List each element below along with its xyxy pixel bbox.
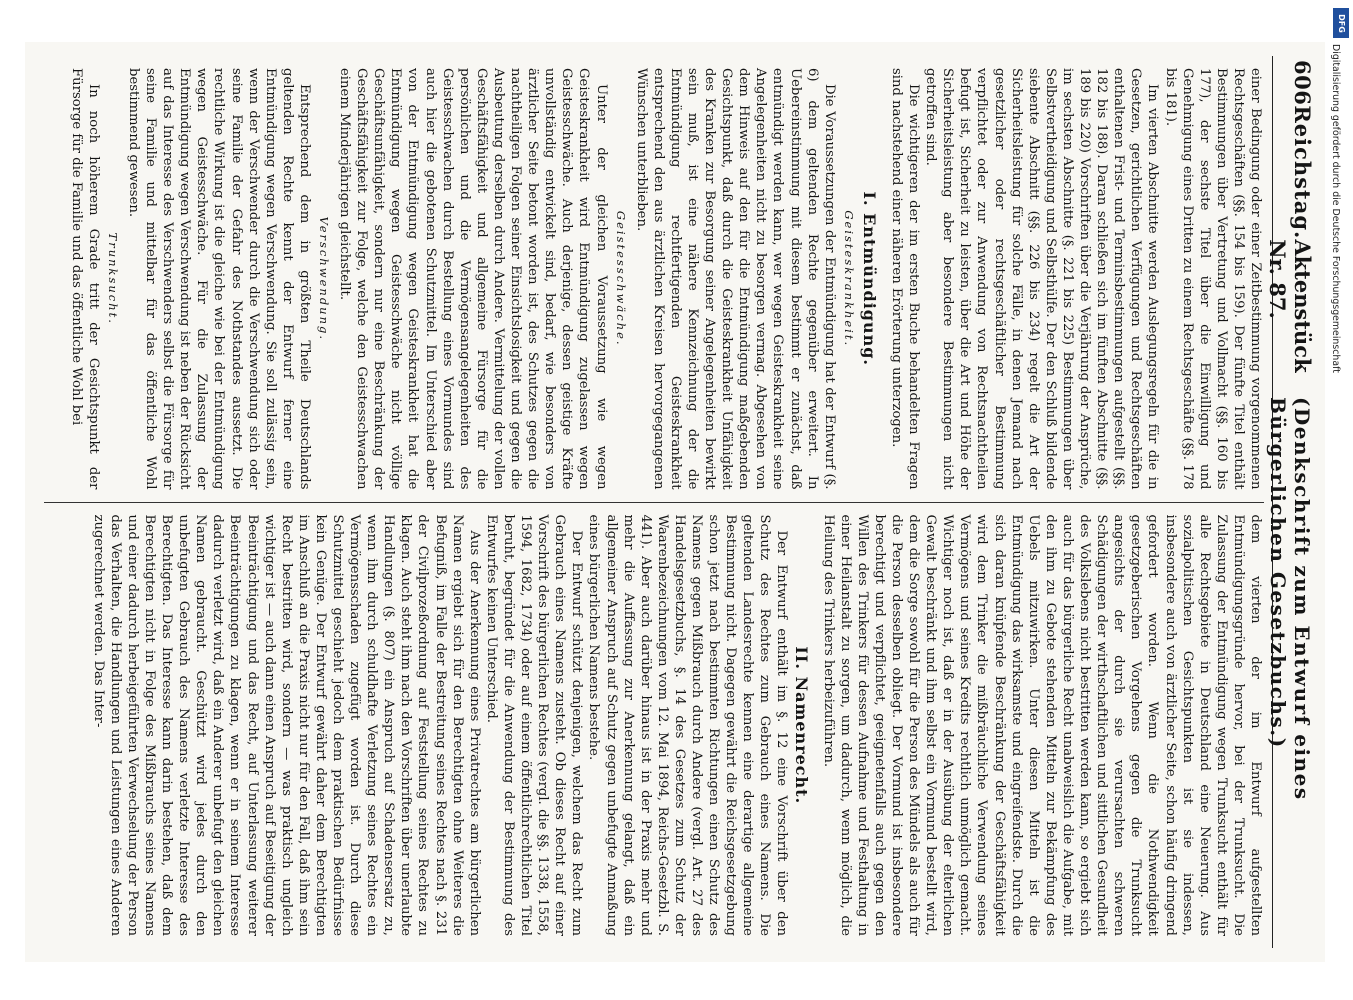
text-columns [44,56,1264,948]
section-heading: II. Namenrecht. [791,646,811,805]
section-heading: I. Entmündigung. [859,191,879,366]
header-aktenstueck: Aktenstück Nr. 87. [1265,239,1315,373]
subheading: Geisteskrankheit. [841,210,856,348]
paragraph: Der Entwurf schützt denjenigen, welchem das Recht zum Gebrauch eines Namens zusteht. Ob dieses Recht auf einer Vorschrift des bürgerlichen Rechtes (vergl. die §§. 1338, 1558, 1594, 1682, 1734) oder auf einem öffentlichrechtlichen Titel beruht, begründet für die Anwendung der Bestimmung des Entwurfes keinen Unterschied. [483,514,585,936]
paragraph: Aus der Anerkennung eines Privatrechtes am bürgerlichen Namen ergiebt sich für den Berechtigten ohne Weiteres die Befugniß, im Falle der Bestreitung seines Rechtes nach §. 231 der Civilprozeßordnung auf Feststellung seines Rechtes zu klagen. Auch steht ihm nach den Vorschriften über unerlaubte Handlungen (§. 807) ein Anspruch auf Schadensersatz zu, wenn ihm durch schuldhafte Verletzung seines Rechtes ein Vermögensschaden zugefügt worden ist. Durch diese Schutzmittel geschieht jedoch dem praktischen Bedürfnisse kein Genüge. Der Entwurf gewährt daher dem Berechtigten im Anschluß an die Praxis nicht nur für den Fall, daß ihm sein Recht bestritten wird, sondern — was praktisch ungleich wichtiger ist — auch dann einen Anspruch auf Beseitigung der Beeinträchtigung und das Recht, auf Unterlassung weiterer Beeinträchtigungen zu klagen, wenn er in seinem Interesse dadurch verletzt wird, daß ein Anderer unbefugt den gleichen Namen gebraucht. Geschützt wird jedes durch den unbefugten Gebrauch des Namens verletzte Interesse des Berechtigten. Das Interesse kann darin bestehen, daß dem Berechtigten nicht in Folge des Mißbrauchs seines Namens und einer dadurch herbeigeführten Verwechselung der Person das Verhalten, die Handlungen und Leistungen eines Anderen zugerechnet werden. Das Inter- [90,514,482,936]
paragraph: Unter der gleichen Voraussetzung wie wegen Geisteskrankheit wird Entmündigung zugelassen wegen Geistesschwäche. Auch derjenige, dessen geistige Kräfte unvollständig entwickelt sind, bedarf, wie besonders von ärztlicher Seite betont worden ist, des Schutzes gegen die nachtheiligen Folgen seiner Einsichtslosigkeit und gegen die Ausbeutung derselben durch Andere. Vermittelung der vollen Geschäftsfähigkeit und allgemeine Fürsorge für die persönlichen und die Vermögensangelegenheiten des Geistesschwachen durch Bestellung eines Vormundes sind auch hier die gebotenen Schutzmittel. Im Unterschied aber von der Entmündigung wegen Geisteskrankheit hat die Entmündigung wegen Geistesschwäche nicht völlige Geschäftsunfähigkeit, sondern nur eine Beschränkung der Geschäftsfähigkeit zur Folge, welche den Geistesschwachen einem Minderjährigen gleichstellt. [337,68,609,490]
column-right [44,502,1264,949]
dfg-logo: DFG [1333,8,1349,38]
digitization-note: Digitalisierung gefördert durch die Deutsche Forschungsgemeinschaft [1330,44,1341,373]
page-header [1265,56,1315,948]
paragraph: dem vierten der im Entwurf aufgestellten Entmündigungsgründe hervor, bei der Trunksucht. Die Zulassung der Entmündigung wegen Trunksucht enthält für alle Rechtsgebiete in Deutschland eine Neuerung. Aus sozialpolitischen Gesichtspunkten ist sie indessen, insbesondere auch von ärztlicher Seite, schon häufig dringend gefordert worden. Wenn die Nothwendigkeit gesetzgeberischen Vorgehens gegen die Trunksucht angesichts der durch sie verursachten schweren Schädigungen der wirthschaftlichen und sittlichen Gesundheit des Volkslebens nicht bestritten werden kann, so ergiebt sich auch für das bürgerliche Recht unabweislich die Aufgabe, mit den ihm zu Gebote stehenden Mitteln zur Bekämpfung des Uebels mitzuwirken. Unter diesen Mitteln ist die Entmündigung das wirksamste und eingreifendste. Durch die sich daran knüpfende Beschränkung der Geschäftsfähigkeit wird dem Trinker die mißbräuchliche Verwendung seines Vermögens und seines Kredits rechtlich unmöglich gemacht. Wichtiger noch ist, daß er in der Ausübung der elterlichen Gewalt beschränkt und ihm selbst ein Vormund bestellt wird, dem die Sorge sowohl für die Person des Mündels als auch für die Person desselben obliegt. Der Vormund ist insbesondere berechtigt und verpflichtet, geeignetenfalls auch gegen den Willen des Trinkers für dessen Aufnahme und Festhaltung in einer Heilanstalt zu sorgen, um dadurch, wenn möglich, die Heilung des Trinkers herbeizuführen. [820,514,1263,936]
paragraph: Der Entwurf enthält im §. 12 eine Vorschrift über den Schutz des Rechtes zum Gebrauch eines Namens. Die geltenden Landesrechte kennen eine derartige allgemeine Bestimmung nicht. Dagegen gewährt die Reichsgesetzgebung schon jetzt nach bestimmten Richtungen einen Schutz des Namens gegen Mißbrauch durch Andere (vergl. Art. 27 des Handelsgesetzbuchs, §. 14 des Gesetzes zum Schutz der Waarenbezeichnungen vom 12. Mai 1894, Reichs-Gesetzbl. S. 441). Aber auch darüber hinaus ist in der Praxis mehr und mehr die Auffassung zur Anerkennung gelangt, daß ein allgemeiner Anspruch auf Schutz gegen unbefugte Anmaßung eines bürgerlichen Namens bestehe. [586,514,790,936]
column-left [44,56,1264,502]
paragraph: Im vierten Abschnitte werden Auslegungsregeln für die in Gesetzen, gerichtlichen Verfügungen und Rechtsgeschäften enthaltenen Frist- und Terminsbestimmungen aufgestellt (§§. 182 bis 188). Daran schließen sich im fünften Abschnitte (§§. 189 bis 220) Vorschriften über die Verjährung der Ansprüche, im sechsten Abschnitte (§. 221 bis 225) Bestimmungen über Selbstvertheidigung und Selbsthülfe. Der den Schluß bildende siebente Abschnitt (§§. 226 bis 234) regelt die Art der Sicherheitsleistung für solche Fälle, in denen Jemand nach gesetzlicher oder rechtsgeschäftlicher Bestimmung verpflichtet oder zur Anwendung von Rechtsnachtheilen befugt ist, Sicherheit zu leisten, über die Art und Höhe der Sicherheitsleistung aber besondere Bestimmungen nicht getroffen sind. [923,68,1161,490]
subheading: Geistesschwäche. [613,210,628,347]
header-reichstag: Reichstag. [1290,105,1315,240]
page-number: 606 [1290,60,1315,106]
subheading: Trunksucht. [105,232,120,325]
subheading: Verschwendung. [317,216,332,342]
paragraph: Die Voraussetzungen der Entmündigung hat der Entwurf (§. 6) dem geltenden Rechte gegenüber erweitert. In Uebereinstimmung mit diesem bestimmt er zunächst, daß entmündigt werden kann, wer wegen Geisteskrankheit seine Angelegenheiten nicht zu besorgen vermag. Abgesehen von dem Hinweis auf den für die Entmündigung maßgebenden Gesichtspunkt, daß durch die Geisteskrankheit Unfähigkeit des Kranken zur Besorgung seiner Angelegenheiten bewirkt sein muß, ist eine nähere Kennzeichnung der die Entmündigung rechtfertigenden Geisteskrankheit entsprechend den aus ärztlichen Kreisen hervorgegangenen Wünschen unterblieben. [633,68,837,490]
header-denkschrift: (Denkschrift zum Entwurf eines Bürgerlichen Gesetzbuchs.) [1266,396,1314,801]
scanned-page [25,42,1325,962]
paragraph: einer Bedingung oder einer Zeitbestimmung vorgenommenen Rechtsgeschäften (§§. 154 bis 159). Der fünfte Titel enthält Bestimmungen über Vertretung und Vollmacht (§§. 160 bis 177), der sechste Titel über die Einwilligung und Genehmigung eines Dritten zu einem Rechtsgeschäfte (§§. 178 bis 181). [1162,68,1263,490]
paragraph: Entsprechend dem in größten Theile Deutschlands geltenden Rechte kennt der Entwurf ferner eine Entmündigung wegen Verschwendung. Sie soll zulässig sein, wenn der Verschwender durch die Verschwendung sich oder seine Familie der Gefahr des Nothstandes aussetzt. Die rechtliche Wirkung ist die gleiche wie bei der Entmündigung wegen Geistesschwäche. Für die Zulassung der Entmündigung wegen Verschwendung ist neben der Rücksicht auf das Interesse des Verschwenders selbst die Fürsorge für seine Familie und mittelbar für das öffentliche Wohl bestimmend gewesen. [126,68,312,490]
paragraph: In noch höherem Grade tritt der Gesichtspunkt der Fürsorge für die Familie und das öffentliche Wohl bei [68,68,101,490]
paragraph: Die wichtigeren der im ersten Buche behandelten Fragen sind nachstehend einer näheren Erörterung unterzogen. [889,68,922,490]
